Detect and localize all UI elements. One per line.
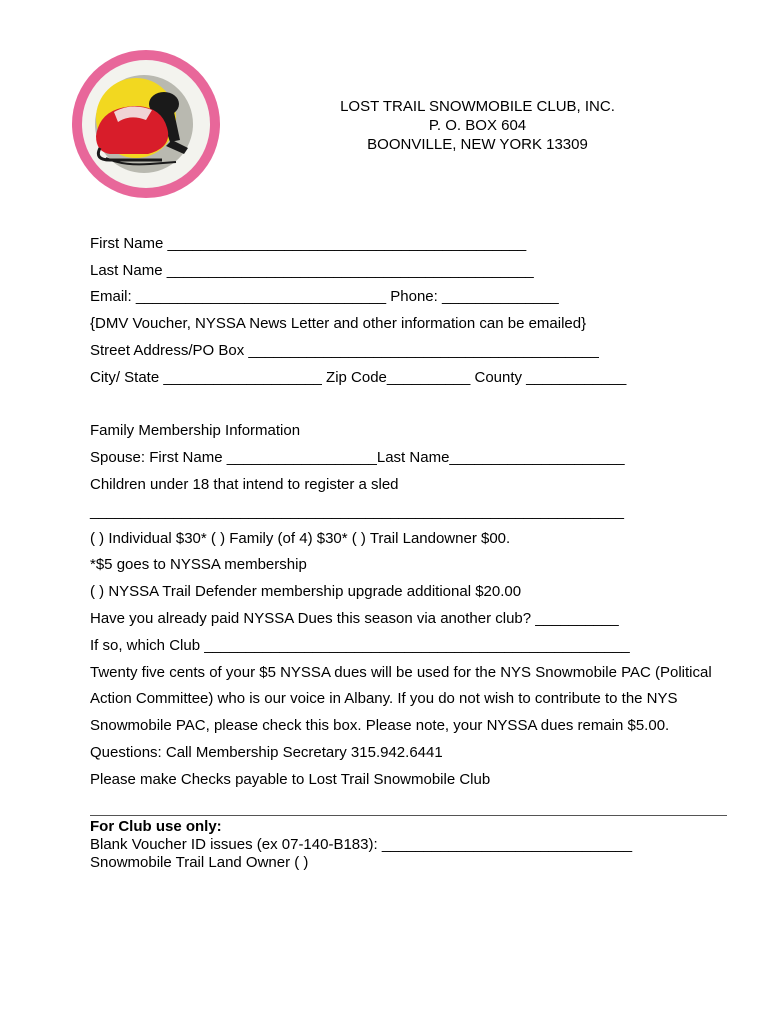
- checks-payable-note: Please make Checks payable to Lost Trail Snowmobile Club: [90, 771, 491, 788]
- email-phone-field[interactable]: Email: ______________________________ Phone: ______________: [90, 288, 559, 305]
- pac-paragraph-line-2: Action Committee) who is our voice in Albany. If you do not wish to contribute to the NYS: [90, 690, 678, 707]
- dmv-voucher-note: {DMV Voucher, NYSSA News Letter and other information can be emailed}: [90, 315, 587, 332]
- spouse-name-field[interactable]: Spouse: First Name __________________Last Name_____________________: [90, 449, 625, 466]
- club-address-block: [300, 97, 655, 154]
- street-address-field[interactable]: Street Address/PO Box __________________________________________: [90, 342, 599, 359]
- club-city-state: BOONVILLE, NEW YORK 13309: [367, 136, 588, 153]
- club-po-box: P. O. BOX 604: [428, 117, 527, 134]
- questions-contact: Questions: Call Membership Secretary 315.942.6441: [90, 744, 443, 761]
- which-club-field[interactable]: If so, which Club ___________________________________________________: [90, 637, 630, 654]
- pac-paragraph-line-3: Snowmobile PAC, please check this box. Please note, your NYSSA dues remain $5.00.: [90, 717, 670, 734]
- last-name-field[interactable]: Last Name ____________________________________________: [90, 262, 534, 279]
- club-name: LOST TRAIL SNOWMOBILE CLUB, INC.: [340, 98, 615, 115]
- family-membership-heading: Family Membership Information: [90, 422, 301, 439]
- membership-options[interactable]: ( ) Individual $30* ( ) Family (of 4) $30* ( ) Trail Landowner $00.: [90, 530, 511, 547]
- city-zip-county-field[interactable]: City/ State ___________________ Zip Code__________ County ____________: [90, 369, 627, 386]
- blank-voucher-field[interactable]: Blank Voucher ID issues (ex 07-140-B183): ______________________________: [90, 836, 633, 853]
- club-logo: [66, 44, 226, 202]
- club-use-heading: For Club use only:: [90, 818, 222, 835]
- nyssa-paid-question[interactable]: Have you already paid NYSSA Dues this season via another club? __________: [90, 610, 619, 627]
- section-divider: [90, 815, 727, 816]
- children-label: Children under 18 that intend to register a sled: [90, 476, 399, 493]
- trail-land-owner-checkbox[interactable]: Snowmobile Trail Land Owner ( ): [90, 854, 309, 871]
- first-name-field[interactable]: First Name ___________________________________________: [90, 235, 527, 252]
- pac-paragraph-line-1: Twenty five cents of your $5 NYSSA dues will be used for the NYS Snowmobile PAC (Political: [90, 664, 712, 681]
- children-field[interactable]: ________________________________________________________________: [90, 503, 624, 520]
- trail-defender-option[interactable]: ( ) NYSSA Trail Defender membership upgrade additional $20.00: [90, 583, 522, 600]
- nyssa-membership-note: *$5 goes to NYSSA membership: [90, 556, 307, 573]
